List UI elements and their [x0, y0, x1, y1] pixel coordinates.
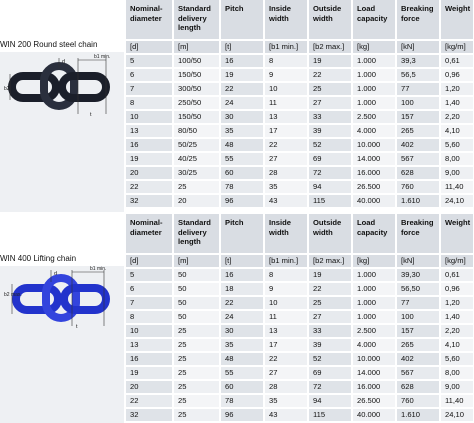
table-cell: 265 [396, 124, 440, 138]
table-row [126, 268, 474, 282]
unit-cell: [kN] [396, 254, 440, 268]
table-row [126, 96, 474, 110]
table-row [126, 194, 474, 207]
table-cell: 2.500 [352, 110, 396, 124]
table-cell: 0,61 [440, 54, 474, 68]
unit-cell: [kg] [352, 40, 396, 54]
table-cell: 1,20 [440, 82, 474, 96]
table-cell: 9,00 [440, 380, 474, 394]
table-cell: 60 [220, 166, 264, 180]
table-cell: 8 [264, 54, 308, 68]
table-row [126, 152, 474, 166]
header-row [126, 214, 474, 254]
table-cell: 25 [173, 324, 220, 338]
table-cell: 10 [126, 110, 173, 124]
table-cell: 1,20 [440, 296, 474, 310]
table-cell: 39,30 [396, 268, 440, 282]
table-cell: 8 [126, 96, 173, 110]
table-cell: 22 [308, 282, 352, 296]
table-row [126, 310, 474, 324]
table-cell: 8,00 [440, 366, 474, 380]
column-header: Standard delivery length [173, 214, 220, 254]
table-cell: 1.610 [396, 194, 440, 207]
table-cell: 80/50 [173, 124, 220, 138]
table-cell: 300/50 [173, 82, 220, 96]
table-cell: 4.000 [352, 338, 396, 352]
header-row [126, 0, 474, 40]
unit-cell: [kg/m] [440, 40, 474, 54]
table-cell: 11,40 [440, 394, 474, 408]
table-row [126, 180, 474, 194]
table-cell: 18 [220, 282, 264, 296]
table-cell: 33 [308, 324, 352, 338]
table-cell: 20 [126, 166, 173, 180]
table-cell: 1.000 [352, 310, 396, 324]
table-cell: 1.000 [352, 282, 396, 296]
table-cell: 69 [308, 366, 352, 380]
table-cell: 1.000 [352, 54, 396, 68]
table-row [126, 124, 474, 138]
table-cell: 8 [126, 310, 173, 324]
chain-link-right [64, 288, 106, 310]
spec-table [126, 214, 474, 421]
chain-info-panel [0, 214, 124, 423]
chain-link-left [16, 288, 58, 310]
label-b1: b1 min. [90, 266, 107, 272]
table-cell: 22 [126, 394, 173, 408]
column-header: Inside width [264, 214, 308, 254]
column-header: Inside width [264, 0, 308, 40]
table-cell: 52 [308, 138, 352, 152]
table-cell: 40.000 [352, 408, 396, 421]
chain-links [12, 66, 106, 106]
table-cell: 9 [264, 282, 308, 296]
table-cell: 72 [308, 166, 352, 180]
table-cell: 19 [308, 54, 352, 68]
table-cell: 50/25 [173, 138, 220, 152]
table-cell: 7 [126, 296, 173, 310]
label-d: d [62, 59, 66, 65]
table-cell: 39,3 [396, 54, 440, 68]
table-cell: 2.500 [352, 324, 396, 338]
table-cell: 5,60 [440, 138, 474, 152]
table-cell: 56,50 [396, 282, 440, 296]
table-cell: 11,40 [440, 180, 474, 194]
table-cell: 2,20 [440, 324, 474, 338]
table-cell: 5 [126, 54, 173, 68]
table-cell: 94 [308, 394, 352, 408]
table-cell: 25 [173, 366, 220, 380]
table-cell: 50 [173, 268, 220, 282]
table-cell: 32 [126, 194, 173, 207]
table-cell: 48 [220, 138, 264, 152]
table-cell: 43 [264, 194, 308, 207]
table-row [126, 394, 474, 408]
table-cell: 402 [396, 352, 440, 366]
label-d: d [54, 271, 58, 277]
label-b2: b2 max. [4, 292, 22, 298]
table-cell: 40/25 [173, 152, 220, 166]
table-cell: 48 [220, 352, 264, 366]
table-cell: 27 [264, 152, 308, 166]
table-cell: 50 [173, 310, 220, 324]
table-cell: 27 [264, 366, 308, 380]
table-cell: 25 [173, 180, 220, 194]
table-cell: 78 [220, 394, 264, 408]
table-body [126, 268, 474, 421]
table-row [126, 324, 474, 338]
table-cell: 10 [126, 324, 173, 338]
unit-cell: [t] [220, 40, 264, 54]
column-header: Breaking force [396, 0, 440, 40]
table-cell: 1,40 [440, 310, 474, 324]
unit-cell: [b1 min.] [264, 254, 308, 268]
table-cell: 60 [220, 380, 264, 394]
table-cell: 1.000 [352, 268, 396, 282]
table-cell: 402 [396, 138, 440, 152]
table-cell: 150/50 [173, 110, 220, 124]
table-cell: 100 [396, 96, 440, 110]
table-cell: 628 [396, 166, 440, 180]
table-body [126, 54, 474, 207]
table-cell: 30/25 [173, 166, 220, 180]
table-cell: 22 [264, 352, 308, 366]
table-cell: 50 [173, 296, 220, 310]
table-cell: 25 [173, 338, 220, 352]
units-row [126, 254, 474, 268]
table-cell: 30 [220, 110, 264, 124]
table-cell: 567 [396, 152, 440, 166]
table-cell: 35 [264, 394, 308, 408]
table-cell: 11 [264, 96, 308, 110]
table-cell: 760 [396, 180, 440, 194]
table-cell: 55 [220, 152, 264, 166]
column-header: Load capacity [352, 0, 396, 40]
column-header: Pitch [220, 0, 264, 40]
chain-links [16, 278, 106, 318]
table-cell: 17 [264, 124, 308, 138]
table-cell: 52 [308, 352, 352, 366]
table-cell: 16 [220, 54, 264, 68]
table-cell: 28 [264, 166, 308, 180]
table-cell: 96 [220, 408, 264, 421]
table-cell: 22 [308, 68, 352, 82]
table-cell: 77 [396, 296, 440, 310]
label-t: t [90, 112, 92, 118]
unit-cell: [m] [173, 40, 220, 54]
table-cell: 25 [173, 352, 220, 366]
spec-table [126, 0, 474, 207]
chain-link-right [62, 76, 106, 98]
chain-section-win400 [0, 214, 474, 423]
table-cell: 2,20 [440, 110, 474, 124]
table-cell: 10 [264, 296, 308, 310]
chain-info-panel [0, 0, 124, 214]
table-cell: 0,61 [440, 268, 474, 282]
table-cell: 4,10 [440, 338, 474, 352]
table-cell: 78 [220, 180, 264, 194]
table-cell: 24 [220, 96, 264, 110]
table-cell: 10.000 [352, 352, 396, 366]
table-cell: 13 [264, 324, 308, 338]
table-row [126, 380, 474, 394]
table-cell: 265 [396, 338, 440, 352]
table-cell: 16 [126, 352, 173, 366]
column-header: Pitch [220, 214, 264, 254]
table-row [126, 338, 474, 352]
column-header: Standard delivery length [173, 0, 220, 40]
table-cell: 9,00 [440, 166, 474, 180]
column-header: Weight [440, 214, 474, 254]
table-cell: 4,10 [440, 124, 474, 138]
table-row [126, 352, 474, 366]
table-cell: 1.000 [352, 82, 396, 96]
table-cell: 115 [308, 408, 352, 421]
table-cell: 1.000 [352, 68, 396, 82]
table-cell: 1.000 [352, 96, 396, 110]
table-cell: 17 [264, 338, 308, 352]
table-cell: 33 [308, 110, 352, 124]
table-cell: 1,40 [440, 96, 474, 110]
table-cell: 72 [308, 380, 352, 394]
table-row [126, 68, 474, 82]
column-header: Outside width [308, 214, 352, 254]
unit-cell: [kg/m] [440, 254, 474, 268]
table-cell: 43 [264, 408, 308, 421]
table-cell: 22 [220, 296, 264, 310]
table-cell: 19 [220, 68, 264, 82]
table-cell: 14.000 [352, 152, 396, 166]
table-cell: 8 [264, 268, 308, 282]
column-header: Breaking force [396, 214, 440, 254]
unit-cell: [b2 max.] [308, 40, 352, 54]
table-cell: 69 [308, 152, 352, 166]
table-cell: 20 [126, 380, 173, 394]
table-cell: 26.500 [352, 394, 396, 408]
table-cell: 16 [126, 138, 173, 152]
table-cell: 16.000 [352, 380, 396, 394]
table-cell: 22 [220, 82, 264, 96]
table-row [126, 110, 474, 124]
table-cell: 50 [173, 282, 220, 296]
table-row [126, 82, 474, 96]
table-cell: 19 [126, 152, 173, 166]
table-cell: 55 [220, 366, 264, 380]
column-header: Nominal-diameter [126, 0, 173, 40]
table-cell: 39 [308, 338, 352, 352]
table-cell: 27 [308, 310, 352, 324]
table-cell: 25 [308, 296, 352, 310]
table-cell: 19 [308, 268, 352, 282]
table-cell: 22 [264, 138, 308, 152]
table-row [126, 138, 474, 152]
table-cell: 20 [173, 194, 220, 207]
table-cell: 8,00 [440, 152, 474, 166]
table-cell: 567 [396, 366, 440, 380]
chain-diagram [4, 266, 120, 330]
unit-cell: [b2 max.] [308, 254, 352, 268]
table-cell: 14.000 [352, 366, 396, 380]
table-cell: 35 [220, 124, 264, 138]
unit-cell: [d] [126, 254, 173, 268]
table-row [126, 166, 474, 180]
table-cell: 16.000 [352, 166, 396, 180]
table-cell: 56,5 [396, 68, 440, 82]
table-cell: 11 [264, 310, 308, 324]
chain-link-left [12, 76, 56, 98]
table-cell: 5 [126, 268, 173, 282]
table-cell: 39 [308, 124, 352, 138]
table-cell: 24,10 [440, 408, 474, 421]
table-cell: 25 [173, 408, 220, 421]
table-cell: 1.000 [352, 296, 396, 310]
table-cell: 19 [126, 366, 173, 380]
table-cell: 96 [220, 194, 264, 207]
table-row [126, 282, 474, 296]
table-cell: 27 [308, 96, 352, 110]
table-cell: 100/50 [173, 54, 220, 68]
table-cell: 24,10 [440, 194, 474, 207]
table-cell: 25 [173, 380, 220, 394]
table-cell: 100 [396, 310, 440, 324]
table-cell: 760 [396, 394, 440, 408]
table-cell: 5,60 [440, 352, 474, 366]
table-cell: 13 [264, 110, 308, 124]
table-cell: 28 [264, 380, 308, 394]
table-row [126, 54, 474, 68]
table-cell: 250/50 [173, 96, 220, 110]
table-row [126, 408, 474, 421]
table-cell: 16 [220, 268, 264, 282]
chain-title: WIN 400 Lifting chain [0, 254, 77, 263]
table-cell: 40.000 [352, 194, 396, 207]
table-cell: 4.000 [352, 124, 396, 138]
table-cell: 10.000 [352, 138, 396, 152]
unit-cell: [d] [126, 40, 173, 54]
label-b1: b1 min. [94, 54, 111, 60]
table-cell: 35 [264, 180, 308, 194]
table-cell: 30 [220, 324, 264, 338]
table-cell: 0,96 [440, 282, 474, 296]
chain-title: WIN 200 Round steel chain [0, 40, 98, 49]
label-b2: b2 [4, 86, 10, 92]
table-cell: 157 [396, 110, 440, 124]
table-cell: 6 [126, 282, 173, 296]
table-cell: 7 [126, 82, 173, 96]
table-cell: 94 [308, 180, 352, 194]
unit-cell: [t] [220, 254, 264, 268]
table-cell: 32 [126, 408, 173, 421]
table-cell: 22 [126, 180, 173, 194]
unit-cell: [kg] [352, 254, 396, 268]
column-header: Outside width [308, 0, 352, 40]
table-cell: 0,96 [440, 68, 474, 82]
unit-cell: [m] [173, 254, 220, 268]
chain-diagram [4, 54, 120, 118]
table-cell: 115 [308, 194, 352, 207]
table-cell: 1.610 [396, 408, 440, 421]
label-t: t [76, 324, 78, 330]
table-cell: 628 [396, 380, 440, 394]
unit-cell: [kN] [396, 40, 440, 54]
table-cell: 157 [396, 324, 440, 338]
table-cell: 77 [396, 82, 440, 96]
table-cell: 13 [126, 338, 173, 352]
table-row [126, 366, 474, 380]
table-cell: 24 [220, 310, 264, 324]
table-cell: 26.500 [352, 180, 396, 194]
table-cell: 9 [264, 68, 308, 82]
column-header: Weight [440, 0, 474, 40]
table-cell: 10 [264, 82, 308, 96]
table-cell: 25 [308, 82, 352, 96]
units-row [126, 40, 474, 54]
table-cell: 6 [126, 68, 173, 82]
column-header: Load capacity [352, 214, 396, 254]
table-cell: 13 [126, 124, 173, 138]
table-cell: 150/50 [173, 68, 220, 82]
column-header: Nominal-diameter [126, 214, 173, 254]
table-cell: 35 [220, 338, 264, 352]
unit-cell: [b1 min.] [264, 40, 308, 54]
table-cell: 25 [173, 394, 220, 408]
table-row [126, 296, 474, 310]
